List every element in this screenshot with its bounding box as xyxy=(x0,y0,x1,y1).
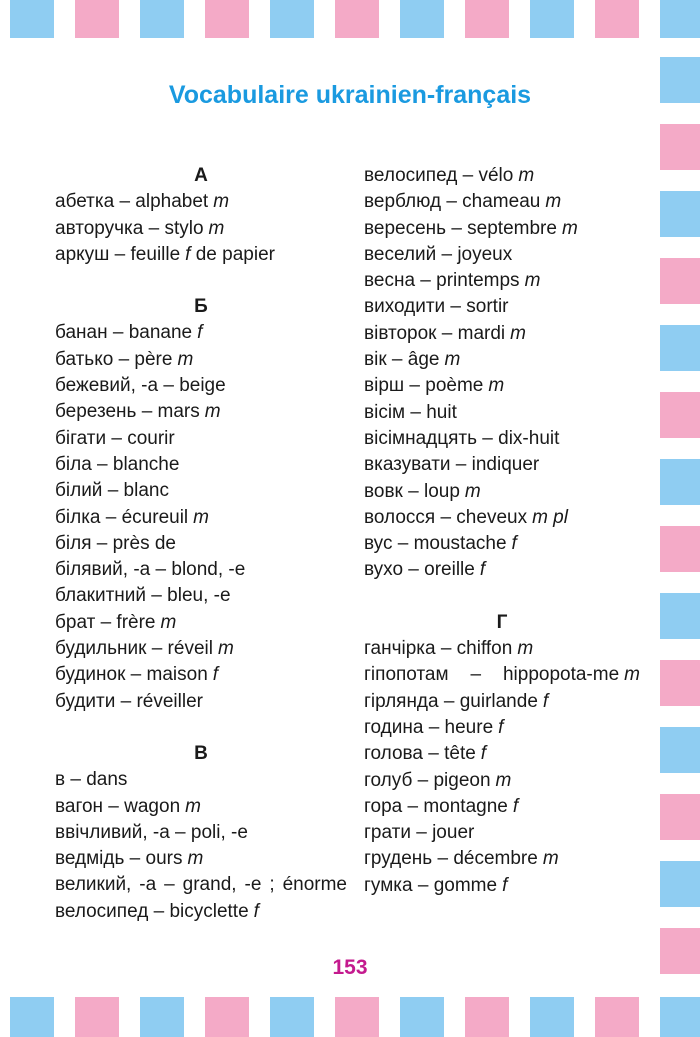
section-letter-b: Б xyxy=(194,296,208,318)
border-square xyxy=(660,191,700,237)
gender-marker: m xyxy=(517,638,534,660)
border-square xyxy=(660,997,700,1037)
vocab-term: вказувати – indiquer xyxy=(364,454,540,476)
vocab-term: гіпопотам – hippopota-me xyxy=(364,664,620,686)
border-square xyxy=(530,0,574,38)
gender-marker: m xyxy=(510,322,526,344)
vocab-entry xyxy=(55,189,347,215)
vocab-entry xyxy=(364,216,640,242)
page-number: 153 xyxy=(332,956,368,979)
vocab-term: вісімнадцять – dix-huit xyxy=(364,427,560,449)
gender-marker: m xyxy=(524,270,541,292)
gender-marker: f xyxy=(511,533,517,555)
vocab-entry xyxy=(55,636,347,662)
vocab-entry xyxy=(55,399,347,425)
vocab-entry xyxy=(55,531,347,557)
vocab-term: вовк – loup xyxy=(364,480,460,502)
gender-marker: m pl xyxy=(532,506,568,528)
vocab-term: ведмідь – ours xyxy=(55,848,183,870)
vocab-term: виходити – sortir xyxy=(364,296,509,318)
vocab-term: білявий, -а – blond, -e xyxy=(55,559,246,581)
section-a-entries xyxy=(55,189,347,268)
vocab-entry xyxy=(364,689,640,715)
vocab-entry xyxy=(55,872,347,898)
vocab-entry xyxy=(55,610,347,636)
vocab-entry xyxy=(364,557,640,583)
vocab-term: брат – frère xyxy=(55,611,156,633)
vocab-entry xyxy=(364,873,640,899)
vocab-entry xyxy=(55,689,347,715)
border-square xyxy=(660,727,700,773)
vocab-term: бігати – courir xyxy=(55,427,175,449)
border-square xyxy=(660,459,700,505)
border-square xyxy=(660,258,700,304)
vocab-entry xyxy=(364,846,640,872)
vocab-term: верблюд – chameau xyxy=(364,191,541,213)
vocab-term: бежевий, -а – beige xyxy=(55,375,226,397)
section-letter-h: Г xyxy=(496,611,508,633)
vocab-term: веселий – joyeux xyxy=(364,243,513,265)
vocab-term: ввічливий, -а – poli, -e xyxy=(55,821,248,843)
vocab-term: велосипед – bicyclette xyxy=(55,900,249,922)
vocab-entry xyxy=(364,268,640,294)
gender-marker: m xyxy=(177,348,194,370)
section-letter-v: В xyxy=(194,742,208,764)
vocab-entry xyxy=(55,794,347,820)
border-square xyxy=(270,0,314,38)
gender-marker: m xyxy=(444,349,461,371)
border-square xyxy=(660,526,700,572)
right-column xyxy=(364,163,640,899)
section-v-continued-entries xyxy=(364,163,640,584)
vocab-term: вік – âge xyxy=(364,349,440,371)
vocab-entry xyxy=(55,216,347,242)
vocab-entry xyxy=(55,347,347,373)
vocab-term: грудень – décembre xyxy=(364,848,538,870)
vocab-term: голуб – pigeon xyxy=(364,769,491,791)
section-b-entries xyxy=(55,320,347,714)
section-v-entries xyxy=(55,767,347,925)
vocab-term: вірш – poème xyxy=(364,375,484,397)
vocab-entry xyxy=(55,320,347,346)
vocab-entry xyxy=(364,373,640,399)
vocab-entry xyxy=(55,820,347,846)
gender-marker: m xyxy=(204,401,221,423)
border-square xyxy=(335,0,379,38)
gender-marker: m xyxy=(187,848,204,870)
gender-marker: m xyxy=(217,638,234,660)
vocab-term: весна – printemps xyxy=(364,270,520,292)
vocab-term: березень – mars xyxy=(55,401,200,423)
border-square xyxy=(205,0,249,38)
gender-marker: m xyxy=(624,664,640,686)
vocab-entry xyxy=(364,452,640,478)
vocab-term: голова – tête xyxy=(364,743,476,765)
gender-marker: f xyxy=(502,874,508,896)
border-square xyxy=(530,997,574,1037)
vocab-entry xyxy=(55,557,347,583)
vocab-entry xyxy=(364,189,640,215)
vocab-entry xyxy=(55,452,347,478)
vocab-term: гірлянда – guirlande xyxy=(364,690,538,712)
vocab-term: будити – réveiller xyxy=(55,690,203,712)
border-square xyxy=(335,997,379,1037)
vocab-entry xyxy=(55,426,347,452)
vocab-term: гора – montagne xyxy=(364,795,508,817)
vocab-entry xyxy=(364,715,640,741)
gender-marker: f xyxy=(498,716,504,738)
vocab-term: вісім – huit xyxy=(364,401,457,423)
vocab-entry xyxy=(364,636,640,662)
border-square xyxy=(465,997,509,1037)
vocab-term: велосипед – vélo xyxy=(364,165,514,186)
border-square xyxy=(595,0,639,38)
vocab-entry xyxy=(55,899,347,925)
vocab-term: білий – blanc xyxy=(55,480,169,502)
vocab-entry xyxy=(364,294,640,320)
border-square xyxy=(205,997,249,1037)
gender-marker: m xyxy=(185,795,201,817)
border-square xyxy=(595,997,639,1037)
vocab-term: вересень – septembre xyxy=(364,217,557,239)
vocab-term: будинок – maison xyxy=(55,664,208,686)
gender-marker: f xyxy=(197,322,203,344)
vocab-entry xyxy=(364,531,640,557)
gender-marker: m xyxy=(495,769,512,791)
vocab-term: блакитний – bleu, -e xyxy=(55,585,231,607)
vocab-term: будильник – réveil xyxy=(55,638,213,660)
vocab-entry xyxy=(364,768,640,794)
gender-marker: f xyxy=(185,243,191,265)
vocab-entry xyxy=(55,583,347,609)
gender-marker: f xyxy=(542,690,549,712)
vocab-entry xyxy=(364,242,640,268)
gender-marker: m xyxy=(193,506,209,528)
vocab-term: абетка – alphabet xyxy=(55,191,209,213)
border-square xyxy=(465,0,509,38)
border-square xyxy=(10,0,54,38)
vocab-term: вухо – oreille xyxy=(364,559,475,581)
border-square xyxy=(75,0,119,38)
border-square xyxy=(660,794,700,840)
vocab-term: банан – banane xyxy=(55,322,193,344)
vocab-entry xyxy=(55,505,347,531)
vocab-term: авторучка – stylo xyxy=(55,217,204,239)
page-title: Vocabulaire ukrainien-français xyxy=(168,80,532,109)
gender-marker: m xyxy=(542,848,559,870)
gender-marker: f xyxy=(512,795,519,817)
vocab-term: вус – moustache xyxy=(364,533,507,555)
vocab-term: біля – près de xyxy=(55,532,176,554)
vocab-term: ганчірка – chiffon xyxy=(364,638,513,660)
border-square xyxy=(75,997,119,1037)
vocab-entry xyxy=(364,321,640,347)
vocab-term: великий, -а – grand, -e ; énorme xyxy=(55,874,347,896)
vocab-term: година – heure xyxy=(364,716,494,738)
vocab-term: гумка – gomme xyxy=(364,874,498,896)
gender-marker: m xyxy=(160,611,177,633)
border-square xyxy=(140,0,184,38)
border-square xyxy=(660,593,700,639)
border-square xyxy=(400,0,444,38)
vocab-term: грати – jouer xyxy=(364,822,475,844)
border-square xyxy=(660,861,700,907)
vocab-term: біла – blanche xyxy=(55,453,180,475)
vocab-term: батько – père xyxy=(55,348,173,370)
border-square xyxy=(270,997,314,1037)
vocab-term: аркуш – feuille xyxy=(55,243,181,265)
gender-marker: m xyxy=(464,480,481,502)
vocab-entry xyxy=(364,505,640,531)
vocab-entry xyxy=(364,347,640,373)
gender-marker: f xyxy=(253,900,259,922)
border-square xyxy=(10,997,54,1037)
vocab-entry xyxy=(364,741,640,767)
gender-marker: m xyxy=(213,191,230,213)
vocab-entry xyxy=(364,400,640,426)
border-square xyxy=(660,0,700,38)
gender-marker: m xyxy=(561,217,578,239)
left-column xyxy=(55,163,347,925)
vocab-entry xyxy=(364,794,640,820)
vocab-term-suffix: de papier xyxy=(190,243,275,265)
section-letter-a: А xyxy=(194,165,208,186)
vocab-entry xyxy=(55,373,347,399)
border-square xyxy=(400,997,444,1037)
vocab-entry xyxy=(364,662,640,688)
border-square xyxy=(660,325,700,371)
vocab-entry xyxy=(55,767,347,793)
gender-marker: m xyxy=(488,375,505,397)
border-square xyxy=(660,392,700,438)
gender-marker: m xyxy=(545,191,562,213)
vocab-entry xyxy=(364,426,640,452)
border-square xyxy=(660,124,700,170)
vocab-entry xyxy=(364,163,640,189)
vocab-term: в – dans xyxy=(55,769,128,791)
gender-marker: m xyxy=(518,165,535,186)
vocab-term: білка – écureuil xyxy=(55,506,189,528)
vocab-term: вівторок – mardi xyxy=(364,322,506,344)
gender-marker: f xyxy=(480,743,487,765)
gender-marker: f xyxy=(212,664,219,686)
vocab-entry xyxy=(55,478,347,504)
vocab-entry xyxy=(55,662,347,688)
border-square xyxy=(660,660,700,706)
vocab-entry xyxy=(55,242,347,268)
gender-marker: f xyxy=(479,559,486,581)
vocab-term: вагон – wagon xyxy=(55,795,181,817)
section-h-entries xyxy=(364,636,640,899)
vocab-entry xyxy=(364,479,640,505)
vocab-entry xyxy=(55,846,347,872)
border-square xyxy=(140,997,184,1037)
vocab-term: волосся – cheveux xyxy=(364,506,528,528)
gender-marker: m xyxy=(208,217,225,239)
vocab-entry xyxy=(364,820,640,846)
